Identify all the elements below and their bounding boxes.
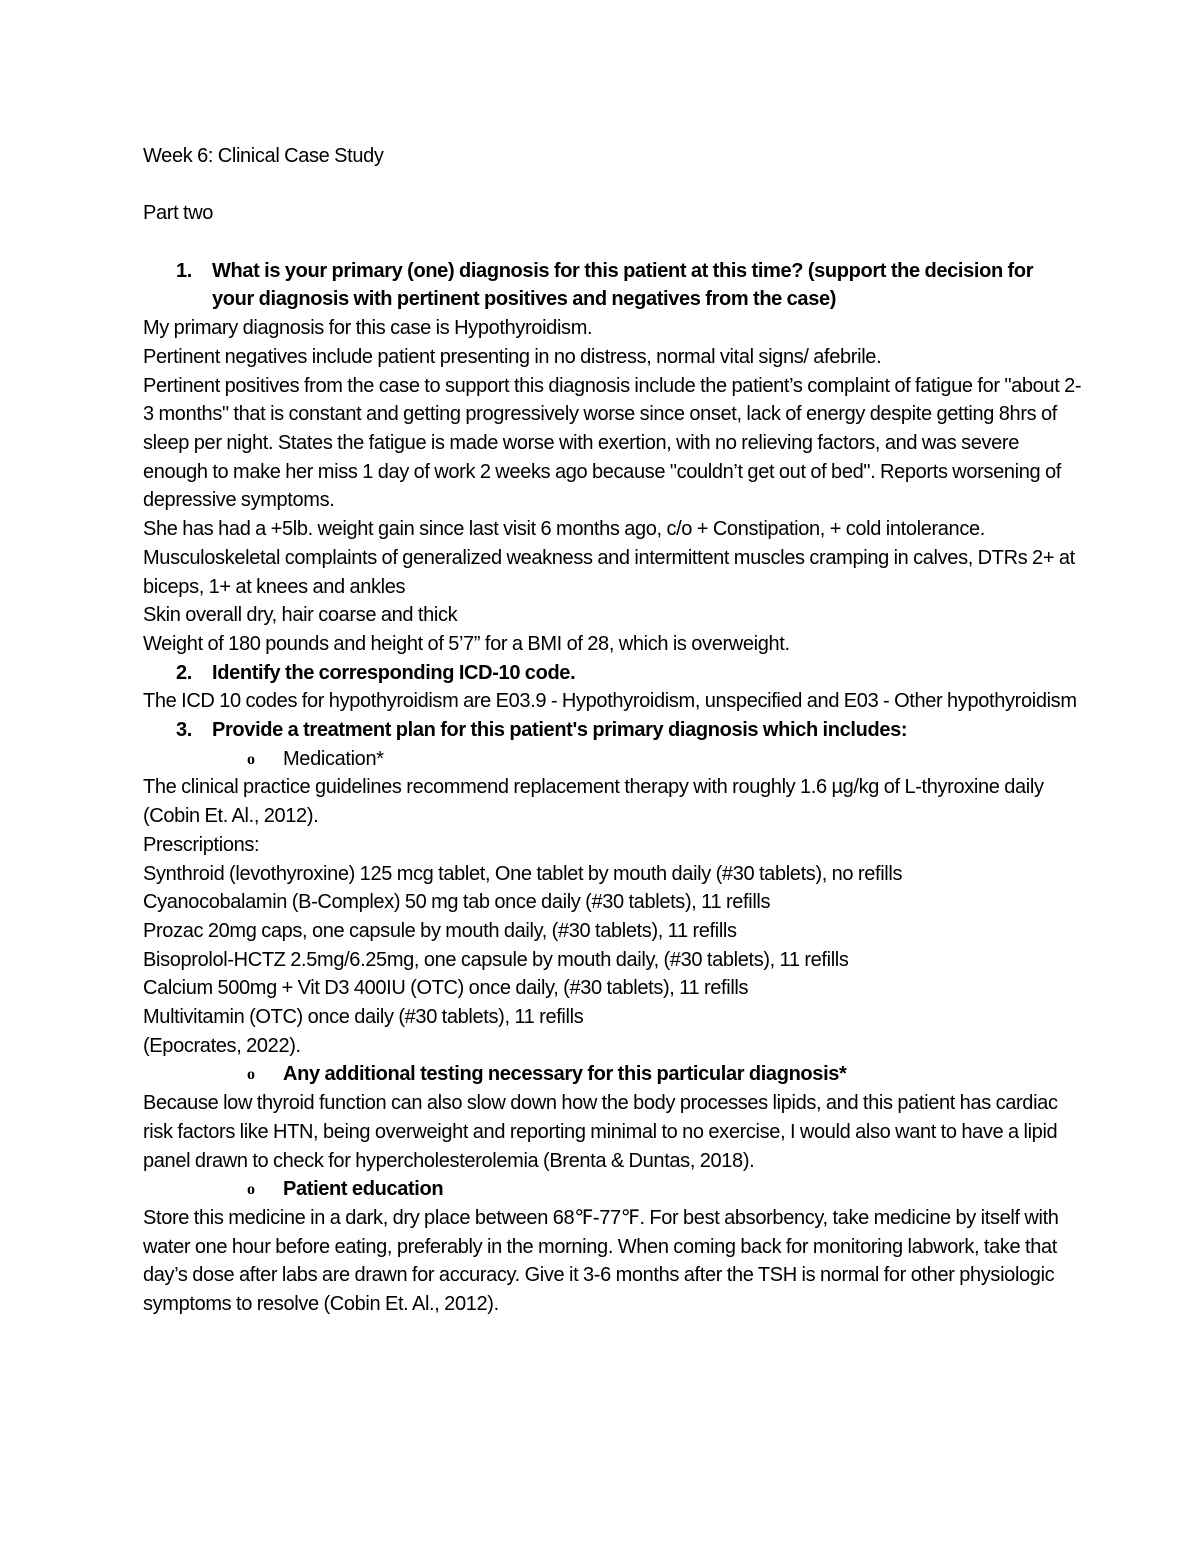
testing-label: Any additional testing necessary for this particular diagnosis* <box>283 1063 847 1086</box>
answer-1-diagnosis: My primary diagnosis for this case is Hypothyroidism. <box>143 317 593 340</box>
prescription-item: Calcium 500mg + Vit D3 400IU (OTC) once daily, (#30 tablets), 11 refills <box>143 977 749 1000</box>
answer-2-icd-codes: The ICD 10 codes for hypothyroidism are E03.9 - Hypothyroidism, unspecified and E03 - Other hypothyroidism <box>143 690 1077 713</box>
answer-1-musculoskeletal: Musculoskeletal complaints of generalized weakness and intermittent muscles cramping in calves, DTRs 2+ at biceps, 1+ at knees and ankles <box>143 546 1075 598</box>
prescription-item: Prozac 20mg caps, one capsule by mouth daily, (#30 tablets), 11 refills <box>143 919 737 942</box>
prescription-item: Synthroid (levothyroxine) 125 mcg tablet, One tablet by mouth daily (#30 tablets), no refills <box>143 862 903 885</box>
testing-text: Because low thyroid function can also slow down how the body processes lipids, and this patient has cardiac risk factors like HTN, being overweight and reporting minimal to no exercise, I would also want to have a lipid panel drawn to check for hypercholesterolemia (Brenta & Duntas, 2018). <box>143 1092 1058 1172</box>
question-3 <box>143 716 1057 745</box>
subsection-testing <box>143 1060 1083 1089</box>
question-3-number: 3. <box>176 719 192 742</box>
prescription-item: Multivitamin (OTC) once daily (#30 tablets), 11 refills <box>143 1006 584 1029</box>
education-label: Patient education <box>283 1178 444 1201</box>
subsection-education <box>143 1175 1083 1204</box>
prescription-item: Cyanocobalamin (B-Complex) 50 mg tab once daily (#30 tablets), 11 refills <box>143 891 771 914</box>
answer-1-positives: Pertinent positives from the case to support this diagnosis include the patient’s complaint of fatigue for "about 2-3 months" that is constant and getting progressively worse since onset, lack of energy despite getting 8hrs of sleep per night. States the fatigue is made worse with exertion, with no relieving factors, and was severe enough to make her miss 1 day of work 2 weeks ago because "couldn’t get out of bed". Reports worsening of depressive symptoms. <box>143 374 1082 512</box>
document-title: Week 6: Clinical Case Study <box>143 145 384 167</box>
question-1-number: 1. <box>176 259 192 282</box>
medication-label: Medication* <box>283 747 384 770</box>
education-text: Store this medicine in a dark, dry place between 68℉-77℉. For best absorbency, take medicine by itself with water one hour before eating, preferably in the morning. When coming back for monitoring labwork, take that day’s dose after labs are drawn for accuracy. Give it 3-6 months after the TSH is normal for other physiologic symptoms to resolve (Cobin Et. Al., 2012). <box>143 1206 1059 1316</box>
bullet-icon: o <box>247 1066 255 1084</box>
question-1-text: What is your primary (one) diagnosis for this patient at this time? (support the decision for your diagnosis with pertinent positives and negatives from the case) <box>212 259 1034 311</box>
subsection-medication <box>143 745 1083 774</box>
medication-guideline: The clinical practice guidelines recommend replacement therapy with roughly 1.6 µg/kg of L-thyroxine daily (Cobin Et. Al., 2012). <box>143 776 1044 828</box>
answer-1-negatives: Pertinent negatives include patient presenting in no distress, normal vital signs/ afebrile. <box>143 345 882 368</box>
part-heading: Part two <box>143 202 214 225</box>
document-body <box>143 142 1083 1319</box>
question-2-number: 2. <box>176 661 192 684</box>
answer-1-weight-gain: She has had a +5lb. weight gain since last visit 6 months ago, c/o + Constipation, + cold intolerance. <box>143 518 985 541</box>
question-2-text: Identify the corresponding ICD-10 code. <box>212 661 576 684</box>
bullet-icon: o <box>247 1181 255 1199</box>
question-1 <box>143 257 1057 314</box>
question-3-text: Provide a treatment plan for this patient's primary diagnosis which includes: <box>212 719 908 742</box>
prescription-item: Bisoprolol-HCTZ 2.5mg/6.25mg, one capsule by mouth daily, (#30 tablets), 11 refills <box>143 948 849 971</box>
question-2 <box>143 659 1057 688</box>
prescriptions-label: Prescriptions: <box>143 833 260 856</box>
answer-1-bmi: Weight of 180 pounds and height of 5’7” for a BMI of 28, which is overweight. <box>143 632 790 655</box>
bullet-icon: o <box>247 750 255 768</box>
medication-citation: (Epocrates, 2022). <box>143 1034 301 1057</box>
answer-1-skin: Skin overall dry, hair coarse and thick <box>143 604 458 627</box>
